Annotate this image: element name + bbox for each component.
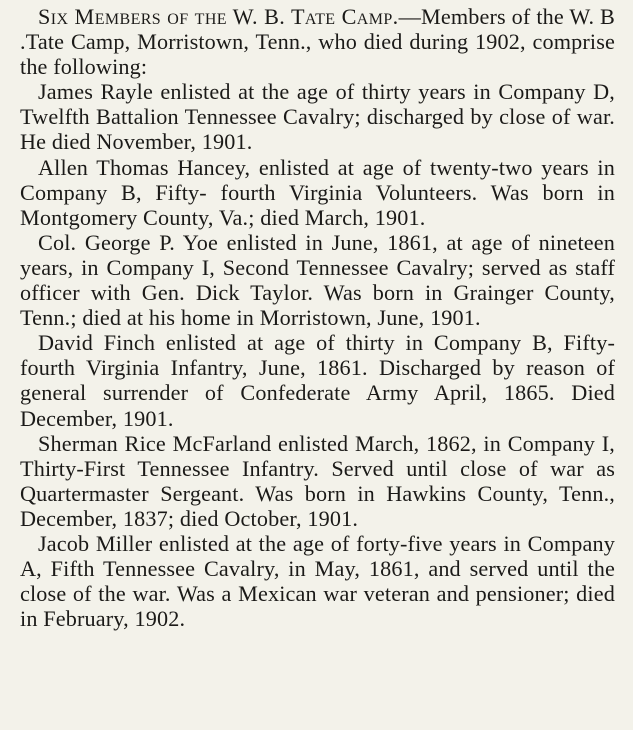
entry-sherman-rice-mcfarland: Sherman Rice McFarland enlisted March, 1862, in Company I, Thirty-First Tennessee Infantry. Served until close of war as Quartermaster Sergeant. Was born in Hawkins County, Tenn., December, 1837; died October, 1901.	[20, 430, 615, 531]
entry-jacob-miller: Jacob Miller enlisted at the age of forty-five years in Company A, Fifth Tennessee Cavalry, in May, 1861, and served until the close of the war. Was a Mexican war veteran and pensioner; died in February, 1902.	[20, 530, 615, 632]
entry-george-p-yoe: Col. George P. Yoe enlisted in June, 1861, at age of nineteen years, in Company I, Second Tennessee Cavalry; served as staff officer with Gen. Dick Taylor. Was born in Grainger County, Tenn.; died at his home in Morristown, June, 1901.	[20, 229, 615, 331]
article-heading: Six Members of the W. B. Tate Camp.	[38, 4, 399, 29]
entry-james-rayle: James Rayle enlisted at the age of thirty years in Company D, Twelfth Battalion Tennessee Cavalry; discharged by close of war. He died November, 1901.	[20, 79, 615, 155]
entry-david-finch: David Finch enlisted at age of thirty in Company B, Fifty-fourth Virginia Infantry, June, 1861. Discharged by reason of general surrender of Confederate Army April, 1865. Died December, 1901.	[20, 330, 615, 431]
intro-text: —Members of the W. B .Tate Camp, Morristown, Tenn., who died during 1902, comprise the following:	[20, 4, 615, 80]
entry-allen-thomas-hancey: Allen Thomas Hancey, enlisted at age of twenty-two years in Company B, Fifty- fourth Virginia Volunteers. Was born in Montgomery County, Va.; died March, 1901.	[20, 154, 615, 230]
intro-paragraph	[20, 4, 615, 79]
